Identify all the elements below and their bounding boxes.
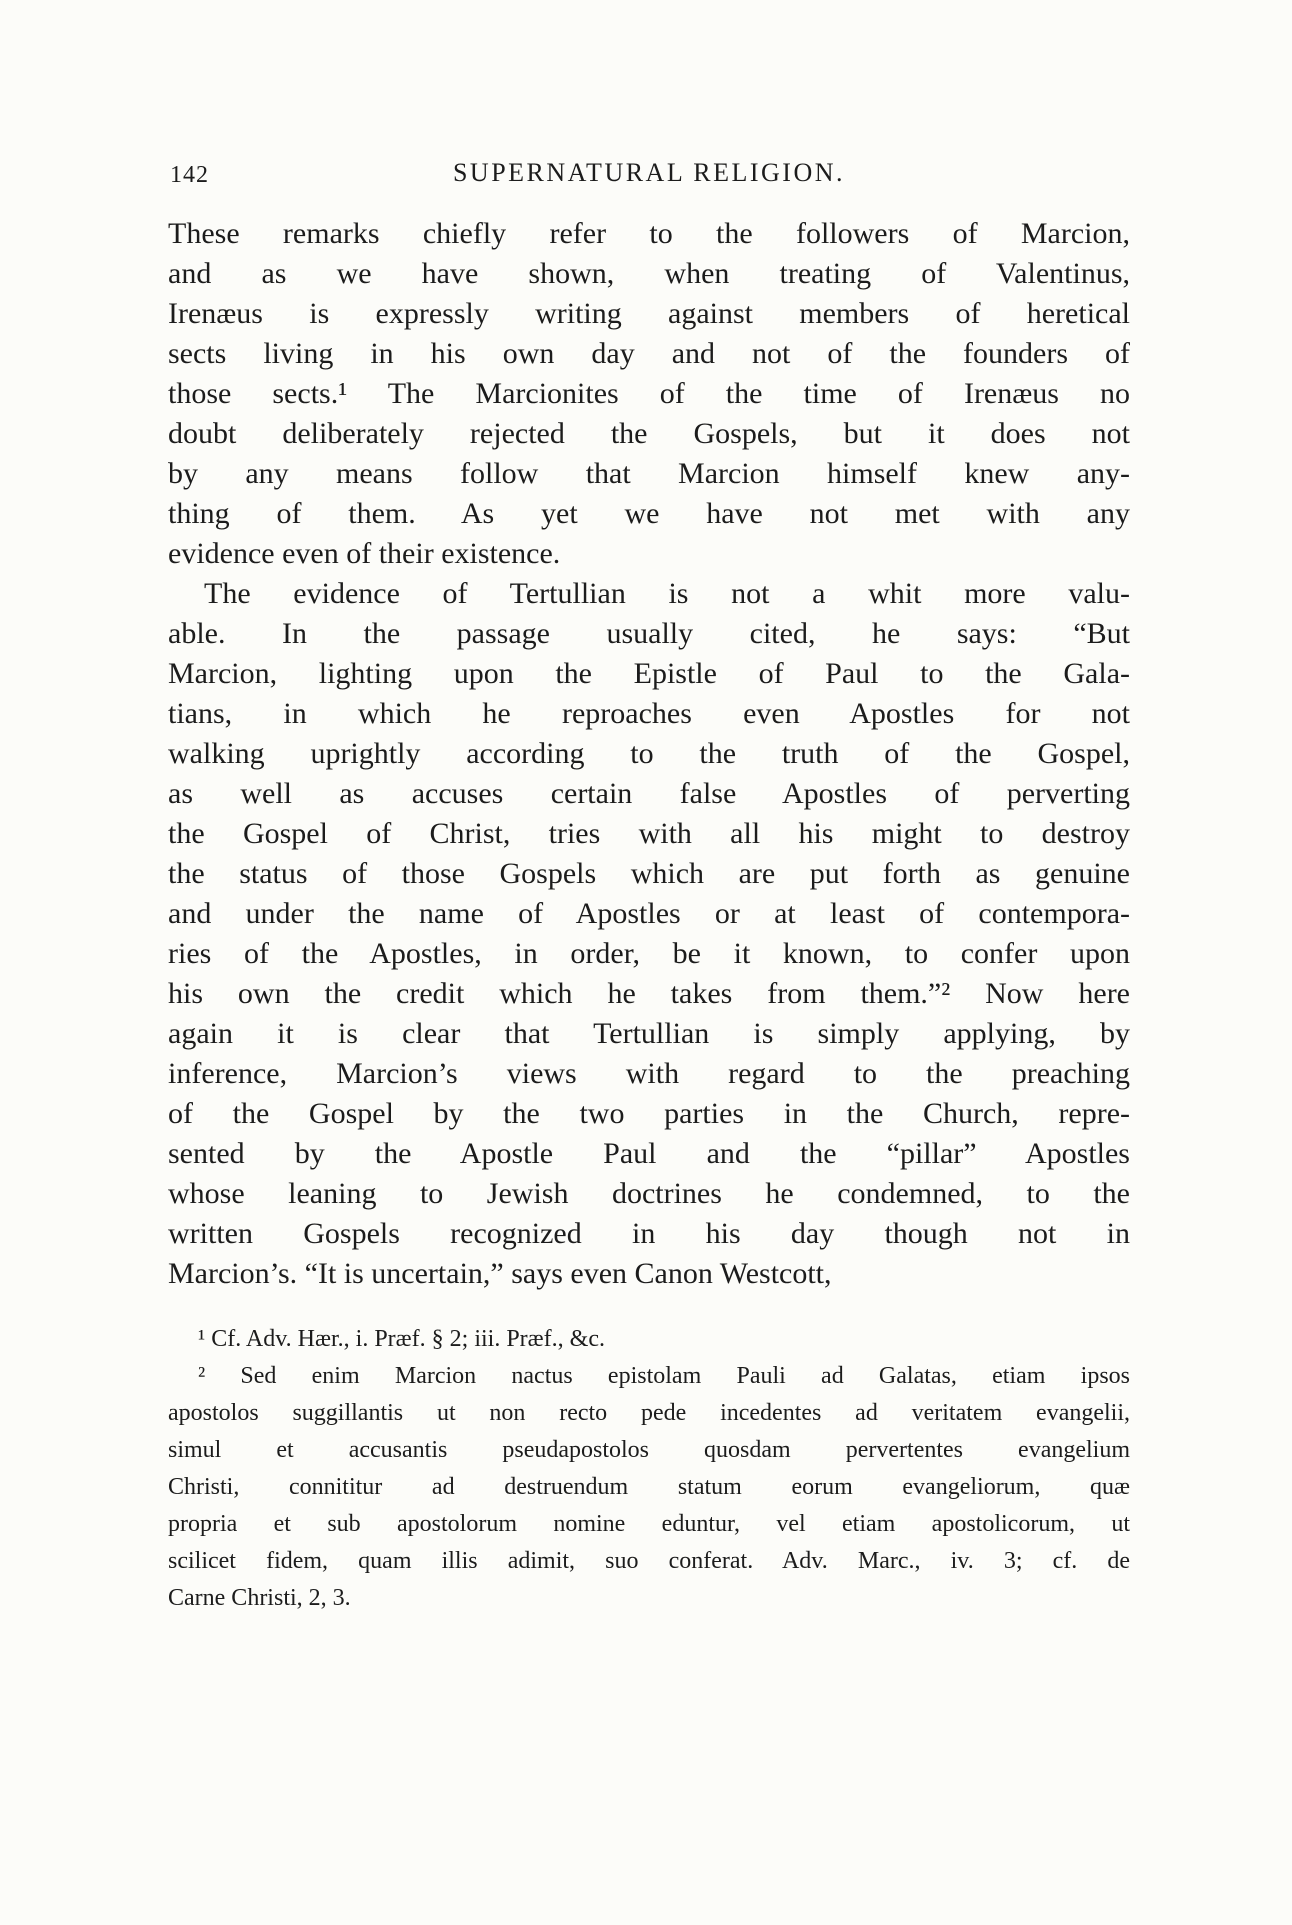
- page-header: [168, 158, 1130, 192]
- body-text: [168, 214, 1130, 1294]
- text-line: by any means follow that Marcion himself knew any-: [168, 457, 1130, 490]
- text-line: the status of those Gospels which are put forth as genuine: [168, 857, 1130, 890]
- text-line: able. In the passage usually cited, he says: “But: [168, 617, 1130, 650]
- paragraph-1: [168, 214, 1130, 574]
- text-line: the Gospel of Christ, tries with all his might to destroy: [168, 817, 1130, 850]
- running-header: SUPERNATURAL RELIGION.: [452, 158, 846, 187]
- text-line: and as we have shown, when treating of Valentinus,: [168, 257, 1130, 290]
- text-line: and under the name of Apostles or at least of contempora-: [168, 897, 1130, 930]
- paragraph-2: [168, 574, 1130, 1294]
- text-line: his own the credit which he takes from them.”² Now here: [168, 977, 1130, 1010]
- text-line: ries of the Apostles, in order, be it known, to confer upon: [168, 937, 1130, 970]
- text-line: propria et sub apostolorum nomine eduntur, vel etiam apostolicorum, ut: [168, 1511, 1130, 1537]
- footnote-2: [168, 1358, 1130, 1617]
- text-line: walking uprightly according to the truth of the Gospel,: [168, 737, 1130, 770]
- page-content: [168, 158, 1130, 1617]
- text-line: inference, Marcion’s views with regard to the preaching: [168, 1057, 1130, 1090]
- text-line: scilicet fidem, quam illis adimit, suo conferat. Adv. Marc., iv. 3; cf. de: [168, 1548, 1130, 1574]
- text-line: apostolos suggillantis ut non recto pede incedentes ad veritatem evangelii,: [168, 1400, 1130, 1426]
- text-line: simul et accusantis pseudapostolos quosdam pervertentes evangelium: [168, 1437, 1130, 1463]
- text-line: sented by the Apostle Paul and the “pillar” Apostles: [168, 1137, 1130, 1170]
- text-line: evidence even of their existence.: [168, 537, 561, 570]
- text-line: those sects.¹ The Marcionites of the time of Irenæus no: [168, 377, 1130, 410]
- text-line: The evidence of Tertullian is not a whit more valu-: [204, 577, 1130, 610]
- text-line: ¹ Cf. Adv. Hær., i. Præf. § 2; iii. Præf., &c.: [198, 1326, 605, 1352]
- text-line: as well as accuses certain false Apostles of perverting: [168, 777, 1130, 810]
- text-line: again it is clear that Tertullian is simply applying, by: [168, 1017, 1130, 1050]
- text-line: sects living in his own day and not of the founders of: [168, 337, 1130, 370]
- text-line: doubt deliberately rejected the Gospels, but it does not: [168, 417, 1130, 450]
- text-line: These remarks chiefly refer to the followers of Marcion,: [168, 217, 1130, 250]
- text-line: of the Gospel by the two parties in the Church, repre-: [168, 1097, 1130, 1130]
- text-line: tians, in which he reproaches even Apostles for not: [168, 697, 1130, 730]
- text-line: Irenæus is expressly writing against members of heretical: [168, 297, 1130, 330]
- page-number: 142: [170, 162, 209, 188]
- text-line: Marcion’s. “It is uncertain,” says even Canon Westcott,: [168, 1257, 832, 1290]
- text-line: ² Sed enim Marcion nactus epistolam Pauli ad Galatas, etiam ipsos: [198, 1363, 1130, 1389]
- footnotes: [168, 1321, 1130, 1617]
- text-line: Marcion, lighting upon the Epistle of Paul to the Gala-: [168, 657, 1130, 690]
- text-line: Christi, connititur ad destruendum statum eorum evangeliorum, quæ: [168, 1474, 1130, 1500]
- footnote-1: [168, 1321, 1130, 1358]
- text-line: thing of them. As yet we have not met with any: [168, 497, 1130, 530]
- text-line: Carne Christi, 2, 3.: [168, 1585, 351, 1611]
- text-line: whose leaning to Jewish doctrines he condemned, to the: [168, 1177, 1130, 1210]
- text-line: written Gospels recognized in his day though not in: [168, 1217, 1130, 1250]
